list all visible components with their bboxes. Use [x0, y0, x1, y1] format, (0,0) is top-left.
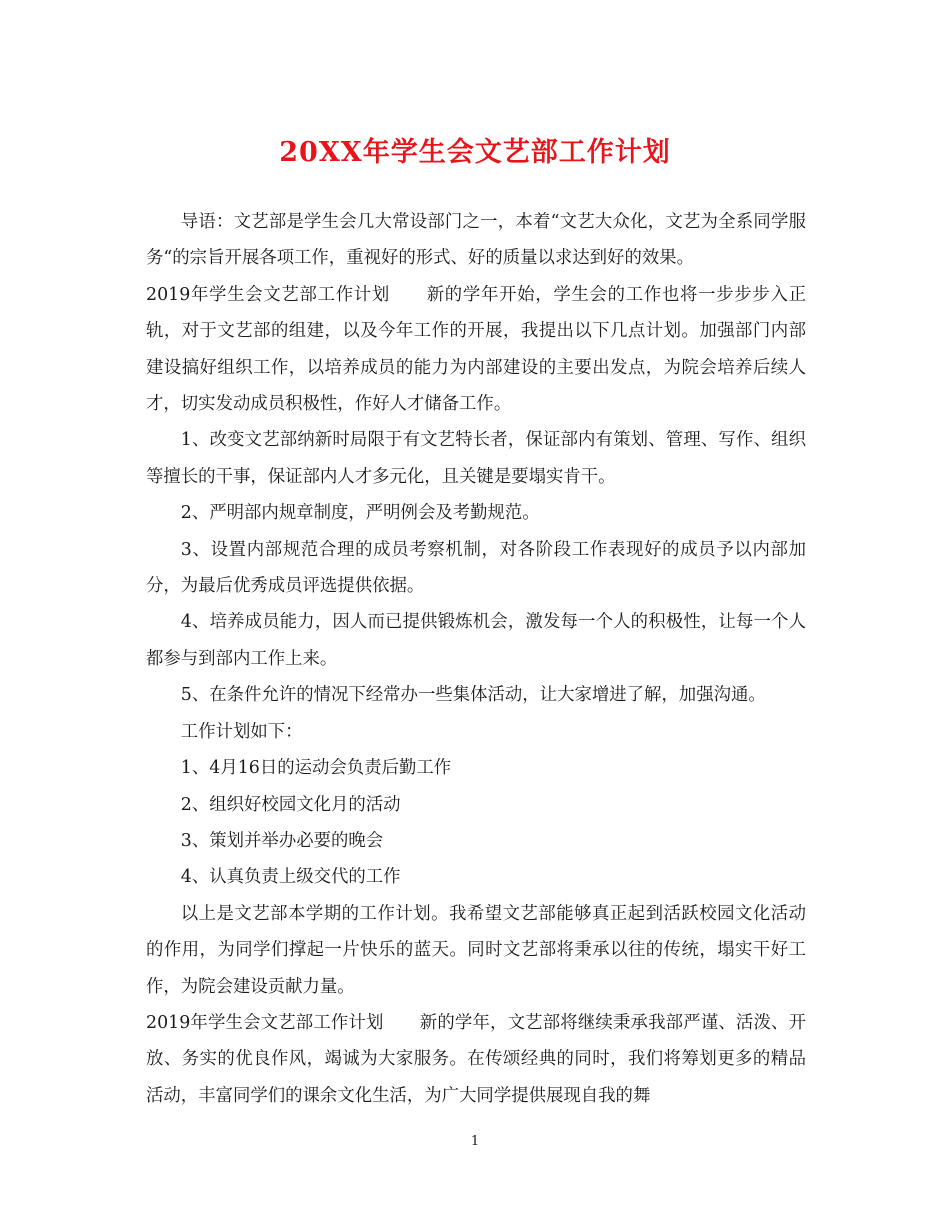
plan-heading-1: 2019年学生会文艺部工作计划 [146, 284, 390, 305]
intro-paragraph: 导语：文艺部是学生会几大常设部门之一，本着“文艺大众化，文艺为全系同学服务“的宗旨开展各项工作，重视好的形式、好的质量以求达到好的效果。 [146, 212, 806, 269]
list-item: 5、在条件允许的情况下经常办一些集体活动，让大家增进了解，加强沟通。 [180, 685, 766, 706]
plan-text-1: 新的学年开始，学生会的工作也将一步步步入正轨，对于文艺部的组建，以及今年工作的开展，我提出以下几点计划。加强部门内部建设搞好组织工作，以培养成员的能力为内部建设的主要出发点，为院会培养后续人才，切实发动成员积极性，作好人才储备工作。 [146, 284, 806, 415]
document-title: 20XX年学生会文艺部工作计划 [279, 137, 671, 168]
task-item: 2、组织好校园文化月的活动 [180, 794, 401, 815]
work-plan-heading: 工作计划如下： [180, 721, 303, 742]
plan-heading-2: 2019年学生会文艺部工作计划 [146, 1012, 384, 1033]
summary-paragraph: 以上是文艺部本学期的工作计划。我希望文艺部能够真正起到活跃校园文化活动的作用，为同学们撑起一片快乐的蓝天。同时文艺部将秉承以往的传统，塌实干好工作，为院会建设贡献力量。 [146, 903, 806, 997]
document-body [146, 204, 806, 1114]
list-item: 2、严明部内规章制度，严明例会及考勤规范。 [180, 503, 540, 524]
plan-paragraph-2 [146, 1005, 806, 1114]
plan-text-2: 新的学年，文艺部将继续秉承我部严谨、活泼、开放、务实的优良作风，竭诚为大家服务。在传颂经典的同时，我们将筹划更多的精品活动，丰富同学们的课余文化生活，为广大同学提供展现自我的舞 [146, 1012, 806, 1106]
list-item: 4、培养成员能力，因人而已提供锻炼机会，激发每一个人的积极性，让每一个人都参与到部内工作上来。 [146, 612, 806, 669]
list-item: 3、设置内部规范合理的成员考察机制，对各阶段工作表现好的成员予以内部加分，为最后优秀成员评选提供依据。 [146, 539, 806, 597]
task-item: 3、策划并举办必要的晚会 [180, 830, 384, 851]
plan-paragraph-1 [146, 277, 806, 423]
page-number: 1 [470, 1134, 480, 1149]
list-item: 1、改变文艺部纳新时局限于有文艺特长者，保证部内有策划、管理、写作、组织等擅长的干事，保证部内人才多元化，且关键是要塌实肯干。 [146, 430, 806, 487]
task-item: 1、4月16日的运动会负责后勤工作 [180, 758, 452, 779]
task-item: 4、认真负责上级交代的工作 [180, 867, 401, 888]
